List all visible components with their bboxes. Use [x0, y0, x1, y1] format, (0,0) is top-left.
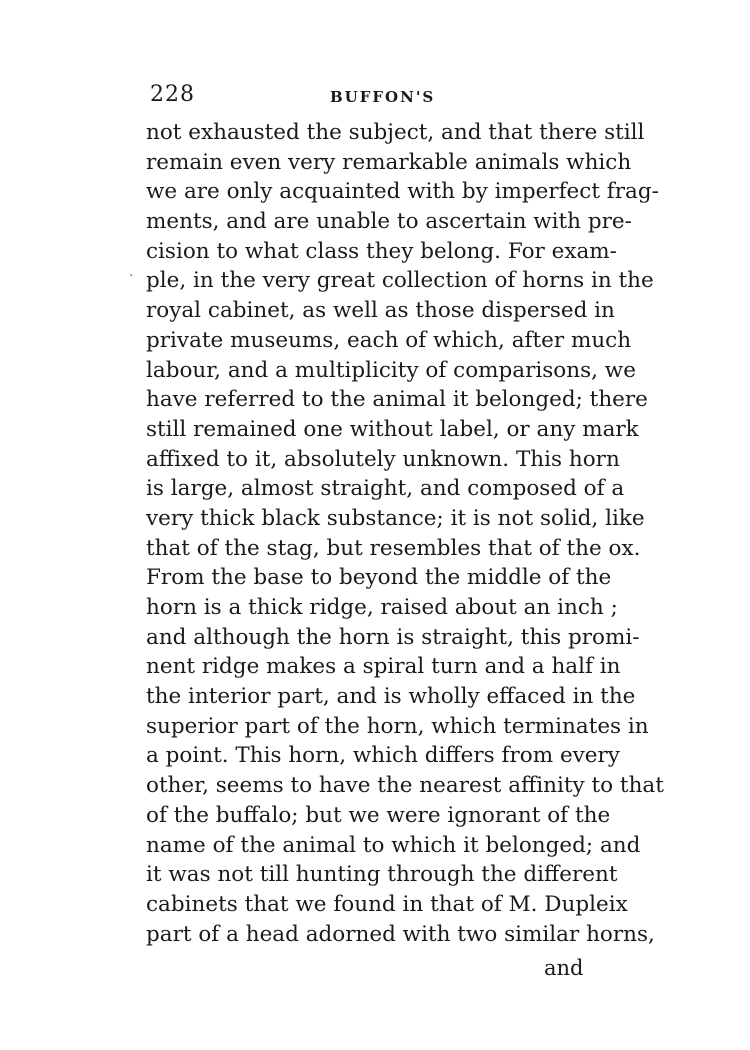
text-line: ments, and are unable to ascertain with pre- [146, 209, 632, 235]
text-line: affixed to it, absolutely unknown. This horn [146, 446, 620, 472]
body-text [146, 118, 664, 949]
text-line: labour, and a multiplicity of comparisons, we [146, 357, 636, 383]
text-line: nent ridge makes a spiral turn and a half in [146, 654, 621, 680]
text-line: very thick black substance; it is not solid, like [146, 505, 645, 531]
margin-mark: · [129, 268, 134, 284]
text-line: cabinets that we found in that of M. Dupleix [146, 891, 628, 917]
text-line: a point. This horn, which differs from every [146, 743, 620, 769]
text-line: the interior part, and is wholly effaced in the [146, 684, 636, 710]
text-line: horn is a thick ridge, raised about an inch ; [146, 595, 618, 620]
text-line: still remained one without label, or any mark [146, 416, 639, 442]
text-line: that of the stag, but resembles that of the ox. [146, 535, 641, 561]
text-line: cision to what class they belong. For exam- [146, 238, 617, 264]
text-line: part of a head adorned with two similar horns, [146, 921, 655, 947]
text-line: have referred to the animal it belonged; there [146, 387, 648, 413]
text-line: From the base to beyond the middle of the [146, 565, 612, 591]
text-line: name of the animal to which it belonged; and [146, 832, 641, 858]
text-line: royal cabinet, as well as those dispersed in [146, 298, 615, 324]
text-line: we are only acquainted with by imperfect frag- [146, 179, 659, 205]
running-title: BUFFON'S [330, 88, 436, 106]
text-line: is large, almost straight, and composed of a [146, 476, 625, 502]
running-head [150, 82, 600, 112]
text-line: not exhausted the subject, and that there still [146, 120, 645, 145]
text-line: remain even very remarkable animals which [146, 149, 632, 175]
text-line: ple, in the very great collection of horns in the [146, 268, 654, 294]
text-line: superior part of the horn, which terminates in [146, 713, 649, 739]
text-line: of the buffalo; but we were ignorant of the [146, 802, 611, 828]
page-number: 228 [150, 82, 195, 107]
text-line: and although the horn is straight, this promi- [146, 624, 640, 650]
text-line: private museums, each of which, after much [146, 327, 632, 353]
text-line: it was not till hunting through the different [146, 862, 618, 888]
catchword: and [544, 956, 584, 980]
text-line: other, seems to have the nearest affinity to that [146, 773, 664, 799]
